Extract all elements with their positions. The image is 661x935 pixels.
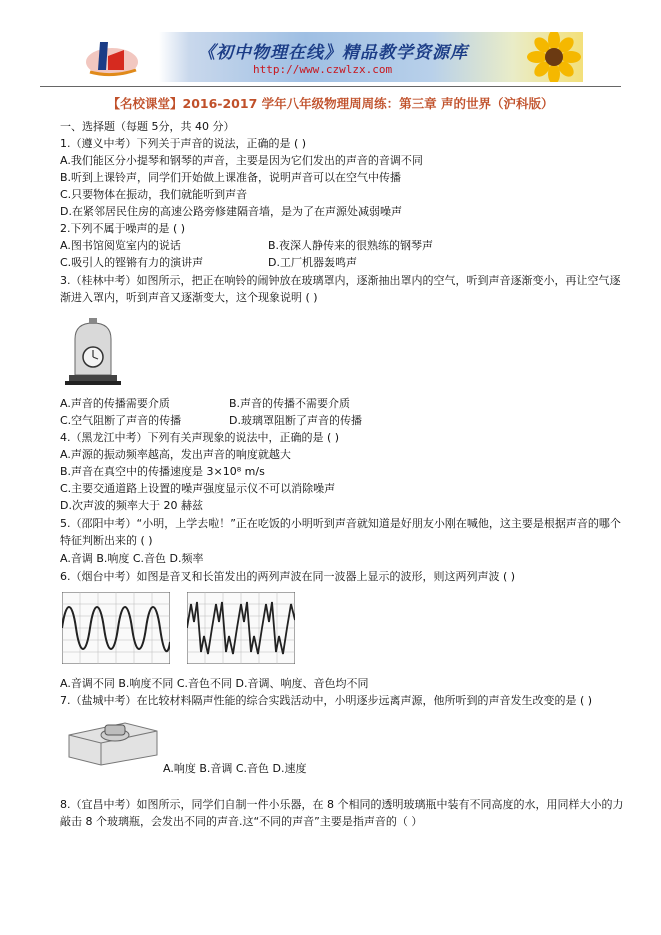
q1-option-c: C.只要物体在振动，我们就能听到声音 <box>60 188 248 201</box>
q7-stem: 7.（盐城中考）在比较材料隔声性能的综合实践活动中，小明逐步远离声源，他所听到的声音发生改变的是 ( ) <box>60 694 593 707</box>
q4-option-b: B.声音在真空中的传播速度是 3×10⁸ m/s <box>60 465 265 478</box>
q5-options: A.音调 B.响度 C.音色 D.频率 <box>60 552 204 565</box>
q7-options: A.响度 B.音调 C.音色 D.速度 <box>163 762 307 775</box>
q1-option-b: B.听到上课铃声，同学们开始做上课准备，说明声音可以在空气中传播 <box>60 171 402 184</box>
q3-option-d: D.玻璃罩阻断了声音的传播 <box>229 414 362 427</box>
bell-jar-figure <box>63 317 123 387</box>
tuning-fork-waveform <box>62 592 170 664</box>
q3-option-b: B.声音的传播不需要介质 <box>229 397 351 410</box>
q1-stem: 1.（遵义中考）下列关于声音的说法，正确的是 ( ) <box>60 137 307 150</box>
q2-stem: 2.下列不属于噪声的是 ( ) <box>60 222 186 235</box>
logo-icon <box>78 32 148 82</box>
flute-waveform <box>187 592 295 664</box>
q2-option-b: B.夜深人静传来的很熟练的钢琴声 <box>268 239 434 252</box>
q5-stem: 5.（邵阳中考）“小明，上学去啦！”正在吃饭的小明听到声音就知道是好朋友小刚在喊他，这主要是根据声音的哪个特征判断出来的 ( ) <box>60 517 621 547</box>
header-banner <box>78 32 583 82</box>
q3-option-c: C.空气阻断了声音的传播 <box>60 414 182 427</box>
q4-stem: 4.（黑龙江中考）下列有关声现象的说法中，正确的是 ( ) <box>60 431 340 444</box>
q4-option-c: C.主要交通道路上设置的噪声强度显示仪不可以消除噪声 <box>60 482 336 495</box>
q8-stem: 8.（宜昌中考）如图所示，同学们自制一件小乐器，在 8 个相同的透明玻璃瓶中装有不同高度的水，用同样大小的力敲击 8 个玻璃瓶，会发出不同的声音.这“不同的声音”主要是指声音的（ ） <box>60 798 624 828</box>
page-title: 【名校课堂】2016-2017 学年八年级物理周周练：第三章 声的世界（沪科版） <box>107 96 554 111</box>
q4-option-d: D.次声波的频率大于 20 赫兹 <box>60 499 203 512</box>
q1-option-a: A.我们能区分小提琴和钢琴的声音，主要是因为它们发出的声音的音调不同 <box>60 154 423 167</box>
q6-stem: 6.（烟台中考）如图是音叉和长笛发出的两列声波在同一波器上显示的波形，则这两列声波 ( ) <box>60 570 516 583</box>
q6-options: A.音调不同 B.响度不同 C.音色不同 D.音调、响度、音色均不同 <box>60 677 369 690</box>
soundproof-box-figure <box>65 715 160 767</box>
banner-title: 《初中物理在线》精品教学资源库 <box>198 43 468 63</box>
q3-option-a: A.声音的传播需要介质 <box>60 397 170 410</box>
q2-option-d: D.工厂机器轰鸣声 <box>268 256 357 269</box>
q2-option-c: C.吸引人的铿锵有力的演讲声 <box>60 256 204 269</box>
q2-option-a: A.图书馆阅览室内的说话 <box>60 239 181 252</box>
section-heading: 一、选择题（每题 5分，共 40 分） <box>60 120 235 133</box>
sunflower-icon <box>518 32 583 82</box>
header-rule <box>40 86 621 87</box>
q4-option-a: A.声源的振动频率越高，发出声音的响度就越大 <box>60 448 291 461</box>
q3-stem: 3.（桂林中考）如图所示，把正在响铃的闹钟放在玻璃罩内，逐渐抽出罩内的空气，听到声音逐渐变小，再让空气逐渐进入罩内，听到声音又逐渐变大，这个现象说明 ( ) <box>60 274 621 304</box>
q1-option-d: D.在紧邻居民住房的高速公路旁修建隔音墙，是为了在声源处减弱噪声 <box>60 205 402 218</box>
banner-url[interactable]: http://www.czwlzx.com <box>253 63 393 76</box>
